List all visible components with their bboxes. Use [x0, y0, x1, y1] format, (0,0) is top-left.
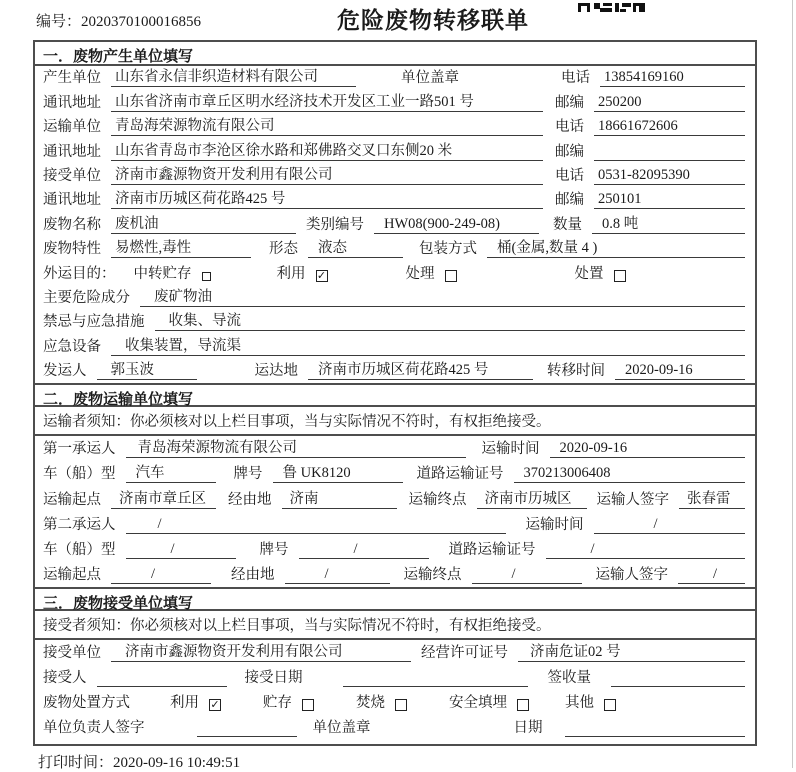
- row-vehicle-1: [35, 461, 755, 486]
- option-landfill-label: 安全填埋: [449, 695, 507, 712]
- transfer-time-label: 转移时间: [547, 363, 605, 380]
- section3-header: 三．废物接受单位填写: [35, 587, 755, 611]
- vehicle-type-value: /: [126, 541, 236, 559]
- second-carrier-label: 第二承运人: [43, 516, 116, 533]
- transport-time-value: /: [594, 516, 746, 534]
- via-label: 经由地: [231, 567, 275, 584]
- row-route-1: [35, 486, 755, 511]
- taboo-label: 禁忌与应急措施: [43, 314, 145, 331]
- plate-value: /: [299, 541, 429, 559]
- destination-value: 济南市历城区荷花路425 号: [308, 358, 533, 380]
- via-label: 经由地: [228, 491, 272, 508]
- transport-time-value: 2020-09-16: [550, 440, 746, 458]
- route-start-label: 运输起点: [43, 491, 101, 508]
- transfer-time-value: 2020-09-16: [615, 362, 745, 380]
- option-transfer-storage-label: 中转贮存: [133, 265, 192, 282]
- check-mark: ✓: [210, 698, 220, 712]
- road-permit-label: 道路运输证号: [448, 542, 536, 559]
- address-label: 通讯地址: [43, 192, 101, 209]
- acceptor-value: [97, 686, 227, 687]
- row-responsible-signature: [35, 715, 755, 740]
- row-first-carrier: [35, 436, 755, 461]
- responsible-sign-label: 单位负责人签字: [43, 720, 145, 737]
- producer-address-value: 山东省济南市章丘区明水经济技术开发区工业一路501 号: [111, 90, 543, 112]
- option-utilize-label: 利用: [170, 695, 199, 712]
- via-value: 济南: [282, 487, 397, 509]
- manifest-form: [33, 40, 757, 746]
- transporter-phone-value: 18661672606: [594, 118, 745, 136]
- row-receiver: [35, 164, 755, 188]
- row-taboo-measures: [35, 310, 755, 334]
- row-second-carrier: [35, 512, 755, 537]
- road-permit-value: 370213006408: [514, 465, 746, 483]
- transporter-value: 青岛海荣源物流有限公司: [111, 114, 543, 136]
- receiver-value: 济南市鑫源物资开发利用有限公司: [111, 163, 543, 185]
- page-edge-line: [792, 0, 793, 768]
- vehicle-type-value: 汽车: [126, 461, 216, 483]
- acceptor-label: 接受人: [43, 670, 87, 687]
- route-end-label: 运输终点: [403, 567, 462, 584]
- zip-label: 邮编: [555, 143, 584, 160]
- check-mark: ✓: [316, 268, 327, 282]
- row-waste-properties: [35, 237, 755, 261]
- first-carrier-label: 第一承运人: [43, 441, 116, 458]
- row-route-2: [35, 562, 755, 587]
- carrier-sign-value: 张春雷: [679, 487, 745, 509]
- receiving-unit-label: 接受单位: [43, 645, 101, 662]
- receiver-notice: 接受者须知：你必须核对以上栏目事项，当与实际情况不符时，有权拒绝接受。: [35, 611, 755, 640]
- option-treat-label: 处理: [405, 265, 435, 282]
- transport-time-label: 运输时间: [525, 516, 584, 533]
- form-label: 形态: [269, 241, 298, 258]
- option-storage-label: 贮存: [263, 695, 292, 712]
- route-end-value: /: [472, 566, 582, 584]
- producer-value: 山东省永信非织造材料有限公司: [111, 65, 356, 87]
- option-utilize-label: 利用: [276, 265, 306, 282]
- taboo-value: 收集、导流: [155, 309, 746, 331]
- seal-label: 单位盖章: [401, 70, 459, 87]
- phone-label: 电话: [555, 119, 584, 136]
- receiver-phone-value: 0531-82095390: [594, 167, 745, 185]
- phone-label: 电话: [555, 167, 584, 184]
- via-value: /: [285, 566, 390, 584]
- license-value: 济南危证02 号: [518, 640, 745, 662]
- receiving-unit-value: 济南市鑫源物资开发利用有限公司: [111, 640, 411, 662]
- responsible-sign-value: [197, 736, 297, 737]
- category-code-label: 类别编号: [306, 216, 364, 233]
- receiver-zip-value: 250101: [594, 191, 745, 209]
- waste-properties-value: 易燃性,毒性: [111, 236, 251, 258]
- address-label: 通讯地址: [43, 143, 101, 160]
- section2-header: 二．废物运输单位填写: [35, 383, 755, 407]
- row-producer: [35, 66, 755, 90]
- row-receiver-address: [35, 188, 755, 212]
- unit-seal-label: 单位盖章: [312, 720, 371, 737]
- section1-header: 一．废物产生单位填写: [35, 42, 755, 66]
- date-label: 日期: [513, 720, 543, 737]
- packing-label: 包装方式: [419, 241, 477, 258]
- option-dispose-label: 处置: [574, 265, 604, 282]
- equipment-value: 收集装置，导流渠: [111, 334, 745, 356]
- zip-label: 邮编: [555, 192, 584, 209]
- row-transporter: [35, 115, 755, 139]
- second-carrier-value: /: [126, 516, 506, 534]
- received-amount-label: 签收量: [547, 670, 591, 687]
- accept-date-value: [343, 686, 528, 687]
- waste-name-label: 废物名称: [43, 216, 101, 233]
- carrier-sign-label: 运输人签字: [595, 567, 668, 584]
- page-title: 危险废物转移联单: [337, 7, 529, 33]
- road-permit-label: 道路运输证号: [416, 466, 504, 483]
- document-number-value: 2020370100016856: [81, 14, 202, 30]
- treat-checkbox: [445, 270, 457, 282]
- received-amount-value: [611, 686, 745, 687]
- print-time-value: 2020-09-16 10:49:51: [113, 755, 241, 771]
- option-incinerate-label: 焚烧: [356, 695, 385, 712]
- dispatcher-value: 郭玉波: [97, 358, 197, 380]
- first-carrier-value: 青岛海荣源物流有限公司: [126, 436, 466, 458]
- phone-label: 电话: [561, 70, 590, 87]
- row-acceptor: [35, 665, 755, 690]
- print-time: [38, 751, 240, 772]
- producer-phone-value: 13854169160: [600, 69, 745, 87]
- date-value: [565, 736, 746, 737]
- transporter-address-value: 山东省青岛市李沧区徐水路和郑佛路交叉口东侧20 米: [111, 139, 543, 161]
- option-other-label: 其他: [565, 695, 594, 712]
- license-label: 经营许可证号: [421, 645, 508, 662]
- row-transfer-purpose: [35, 261, 755, 285]
- quantity-label: 数量: [553, 216, 582, 233]
- receiver-address-value: 济南市历城区荷花路425 号: [111, 187, 543, 209]
- incinerate-checkbox: [395, 699, 407, 711]
- carrier-sign-value: /: [678, 566, 745, 584]
- category-code-value: HW08(900-249-08): [374, 216, 539, 234]
- accept-date-label: 接受日期: [244, 670, 303, 687]
- row-waste-name: [35, 212, 755, 236]
- utilize-checkbox: [316, 270, 328, 282]
- other-checkbox: [604, 699, 616, 711]
- road-permit-value: /: [546, 541, 746, 559]
- transporter-zip-value: [594, 160, 745, 161]
- dispose-checkbox: [614, 270, 626, 282]
- row-disposal-method: [35, 690, 755, 715]
- vehicle-type-label: 车（船）型: [43, 466, 116, 483]
- quantity-value: 0.8 吨: [592, 212, 745, 234]
- form-value: 液态: [308, 236, 403, 258]
- landfill-checkbox: [517, 699, 529, 711]
- hazard-label: 主要危险成分: [43, 289, 130, 306]
- plate-label: 牌号: [233, 466, 263, 483]
- equipment-label: 应急设备: [43, 338, 101, 355]
- zip-label: 邮编: [555, 94, 584, 111]
- route-end-label: 运输终点: [408, 491, 467, 508]
- plate-label: 牌号: [259, 542, 289, 559]
- hazard-value: 废矿物油: [140, 285, 745, 307]
- row-emergency-equipment: [35, 334, 755, 358]
- row-producer-address: [35, 90, 755, 114]
- row-receiving-unit: [35, 640, 755, 665]
- receiver-label: 接受单位: [43, 167, 101, 184]
- utilize-checkbox: [209, 699, 221, 711]
- dispatcher-label: 发运人: [43, 363, 87, 380]
- waste-properties-label: 废物特性: [43, 241, 101, 258]
- carrier-sign-label: 运输人签字: [596, 491, 669, 508]
- document-number-label: 编号：: [36, 14, 82, 30]
- transporter-label: 运输单位: [43, 119, 101, 136]
- route-start-value: 济南市章丘区: [111, 487, 216, 509]
- destination-label: 运达地: [254, 363, 298, 380]
- packing-value: 桶(金属,数量 4 ): [487, 236, 745, 258]
- transport-time-label: 运输时间: [481, 441, 540, 458]
- producer-zip-value: 250200: [594, 94, 745, 112]
- storage-checkbox: [302, 699, 314, 711]
- route-start-value: /: [111, 566, 211, 584]
- transfer-storage-checkbox: [202, 272, 211, 281]
- waste-name-value: 废机油: [111, 212, 296, 234]
- print-time-label: 打印时间：: [38, 755, 114, 771]
- address-label: 通讯地址: [43, 94, 101, 111]
- disposal-method-label: 废物处置方式: [43, 695, 130, 712]
- purpose-label: 外运目的：: [43, 265, 116, 282]
- row-hazard-components: [35, 286, 755, 310]
- row-vehicle-2: [35, 537, 755, 562]
- route-start-label: 运输起点: [43, 567, 101, 584]
- transporter-notice: 运输者须知：你必须核对以上栏目事项，当与实际情况不符时，有权拒绝接受。: [35, 407, 755, 436]
- row-dispatcher: [35, 359, 755, 383]
- route-end-value: 济南市历城区: [477, 487, 587, 509]
- producer-label: 产生单位: [43, 70, 101, 87]
- plate-value: 鲁 UK8120: [273, 461, 403, 483]
- vehicle-type-label: 车（船）型: [43, 542, 116, 559]
- row-transporter-address: [35, 139, 755, 163]
